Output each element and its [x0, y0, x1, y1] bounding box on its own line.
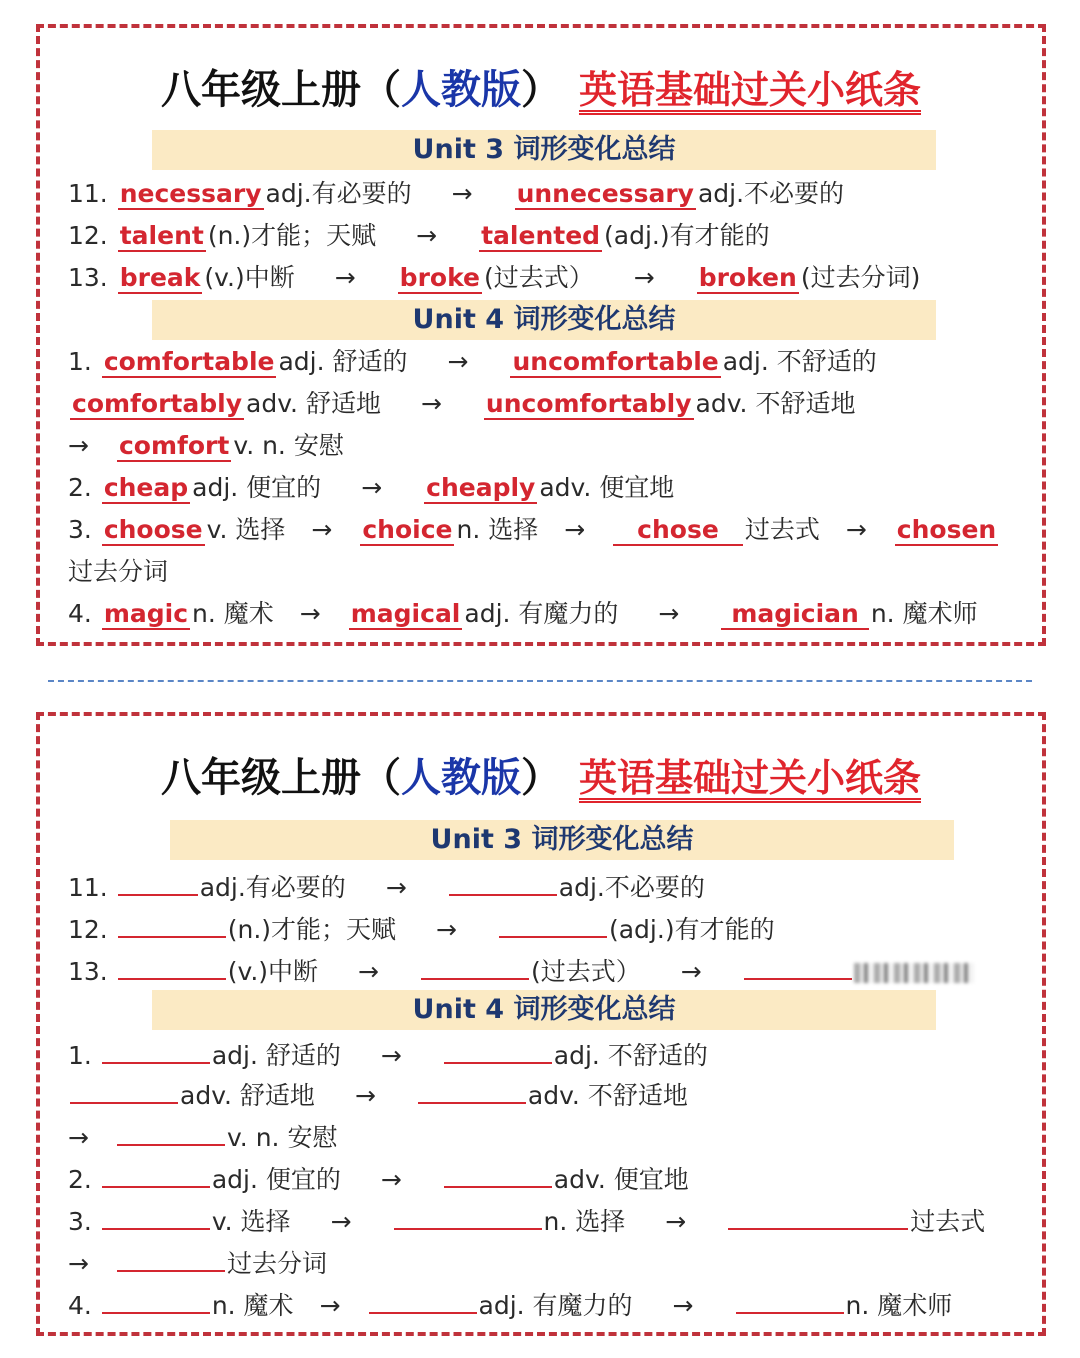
answer-word: chose — [613, 516, 743, 546]
fill-blank[interactable] — [118, 866, 198, 896]
fill-blank[interactable] — [118, 950, 226, 980]
title-edition: 人教版 — [400, 755, 521, 801]
vocab-line: 11. necessary adj.有必要的 → unnecessary adj.不必要的 — [68, 179, 845, 208]
title-edition: 人教版 — [400, 67, 521, 113]
answer-word: talent — [119, 221, 204, 250]
answer-word: magician — [721, 600, 868, 630]
answer-word: magic — [103, 599, 189, 628]
fill-blank[interactable] — [102, 1284, 210, 1314]
vocab-line: 3. choose v. 选择 → choice n. 选择 → chose 过去式 → chosen — [68, 515, 997, 544]
title-subject: 英语基础过关小纸条 — [578, 756, 921, 800]
fill-blank[interactable] — [117, 1242, 225, 1272]
blank-line: → v. n. 安慰 — [68, 1116, 337, 1156]
answer-word: unnecessary — [516, 179, 694, 208]
worksheet-card-blank — [36, 712, 1046, 1336]
card-title — [40, 746, 1042, 803]
blank-line: → 过去分词 — [68, 1242, 327, 1282]
answer-word: broke — [399, 263, 480, 292]
fill-blank[interactable] — [744, 950, 852, 980]
title-main: 八年级上册（ — [160, 67, 401, 113]
unit4-heading: Unit 4 词形变化总结 — [152, 300, 936, 340]
answer-word: magical — [350, 599, 461, 628]
fill-blank[interactable] — [728, 1200, 908, 1230]
card-title — [40, 58, 1042, 115]
answer-word: break — [119, 263, 201, 292]
blank-line: 11. adj.有必要的 → adj.不必要的 — [68, 866, 705, 906]
worksheet-card-answers — [36, 24, 1046, 646]
answer-word: chosen — [896, 515, 997, 544]
vocab-line: 过去分词 — [68, 557, 169, 586]
answer-word: uncomfortably — [485, 389, 692, 418]
answer-word: broken — [698, 263, 797, 292]
blank-line: 13. (v.)中断 → (过去式） → — [68, 950, 974, 990]
fill-blank[interactable] — [102, 1200, 210, 1230]
title-close: ） — [520, 755, 561, 801]
fill-blank[interactable] — [117, 1116, 225, 1146]
answer-word: comfortable — [103, 347, 275, 376]
blank-line: adv. 舒适地 → adv. 不舒适地 — [68, 1074, 688, 1114]
fill-blank[interactable] — [118, 908, 226, 938]
blank-line: 1. adj. 舒适的 → adj. 不舒适的 — [68, 1034, 708, 1074]
vocab-line: 13. break (v.)中断 → broke (过去式） → broken (过去分词) — [68, 263, 921, 292]
answer-word: necessary — [119, 179, 262, 208]
fill-blank[interactable] — [499, 908, 607, 938]
vocab-line: 4. magic n. 魔术 → magical adj. 有魔力的 → magician n. 魔术师 — [68, 599, 978, 628]
answer-word: choose — [103, 515, 203, 544]
unit4-heading: Unit 4 词形变化总结 — [152, 990, 936, 1030]
answer-word: talented — [481, 221, 601, 250]
answer-word: cheap — [103, 473, 189, 502]
title-close: ） — [520, 67, 561, 113]
fill-blank[interactable] — [70, 1074, 178, 1104]
blank-line: 3. v. 选择 → n. 选择 → 过去式 — [68, 1200, 985, 1240]
vocab-line: 2. cheap adj. 便宜的 → cheaply adv. 便宜地 — [68, 473, 675, 502]
answer-word: uncomfortable — [512, 347, 719, 376]
fill-blank[interactable] — [736, 1284, 844, 1314]
unit3-heading: Unit 3 词形变化总结 — [152, 130, 936, 170]
vocab-line: → comfort v. n. 安慰 — [68, 431, 344, 460]
blank-line: 4. n. 魔术 → adj. 有魔力的 → n. 魔术师 — [68, 1284, 952, 1324]
blank-line: 12. (n.)才能；天赋 → (adj.)有才能的 — [68, 908, 775, 948]
fill-blank[interactable] — [394, 1200, 542, 1230]
fill-blank[interactable] — [449, 866, 557, 896]
card-divider — [48, 680, 1032, 682]
answer-word: choice — [362, 515, 453, 544]
answer-word: comfort — [118, 431, 230, 460]
fill-blank[interactable] — [102, 1158, 210, 1188]
answer-word: cheaply — [426, 473, 536, 502]
fill-blank[interactable] — [444, 1158, 552, 1188]
answer-word: comfortably — [72, 389, 243, 418]
title-main: 八年级上册（ — [160, 755, 401, 801]
fill-blank[interactable] — [444, 1034, 552, 1064]
unit3-heading: Unit 3 词形变化总结 — [170, 820, 954, 860]
fill-blank[interactable] — [418, 1074, 526, 1104]
vocab-line: 12. talent (n.)才能；天赋 → talented (adj.)有才能的 — [68, 221, 770, 250]
fill-blank[interactable] — [102, 1034, 210, 1064]
fill-blank[interactable] — [421, 950, 529, 980]
blurred-text — [854, 963, 974, 983]
blank-line: 2. adj. 便宜的 → adv. 便宜地 — [68, 1158, 689, 1198]
vocab-line: comfortably adv. 舒适地 → uncomfortably adv. 不舒适地 — [72, 389, 856, 418]
fill-blank[interactable] — [369, 1284, 477, 1314]
title-subject: 英语基础过关小纸条 — [578, 68, 921, 112]
vocab-line: 1. comfortable adj. 舒适的 → uncomfortable adj. 不舒适的 — [68, 347, 877, 376]
